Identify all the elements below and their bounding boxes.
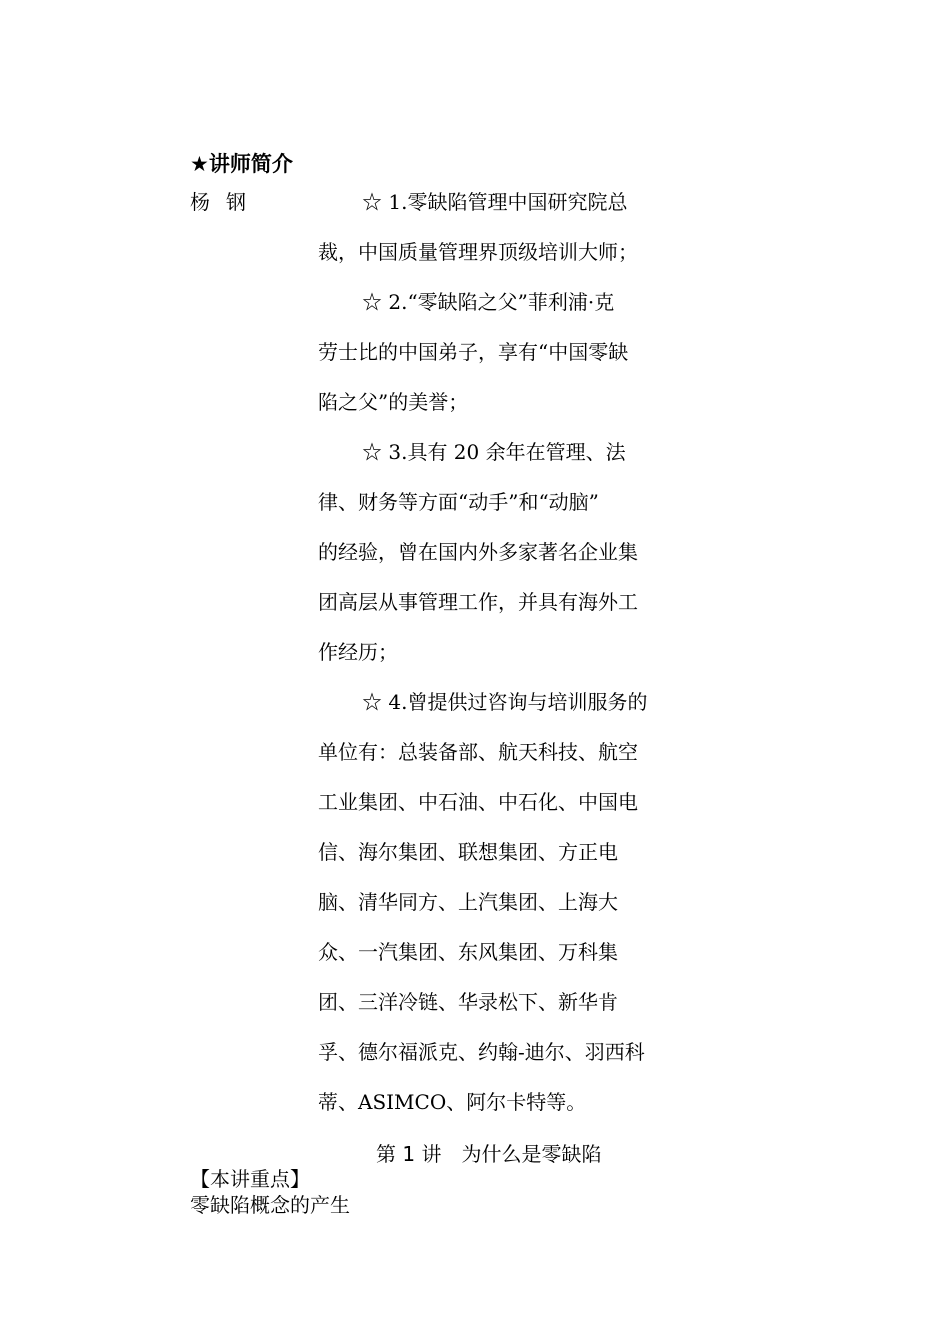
bio-line: 脑、清华同方、上汽集团、上海大: [318, 890, 618, 914]
bio-line: 团高层从事管理工作，并具有海外工: [318, 590, 638, 614]
bio-line: 蒂、ASIMCO、阿尔卡特等。: [318, 1090, 587, 1114]
bio-line: 信、海尔集团、联想集团、方正电: [318, 840, 618, 864]
bio-line: 的经验，曾在国内外多家著名企业集: [318, 540, 638, 564]
bio-line: 劳士比的中国弟子，享有“中国零缺: [318, 340, 629, 364]
bio-line: 单位有：总装备部、航天科技、航空: [318, 740, 638, 764]
bio-line: 裁，中国质量管理界顶级培训大师；: [318, 240, 638, 264]
bio-line: ☆ 4.曾提供过咨询与培训服务的: [362, 690, 648, 714]
lecture-title: 第 1 讲 为什么是零缺陷: [376, 1142, 602, 1166]
key-point-topic: 零缺陷概念的产生: [190, 1193, 350, 1217]
bio-line: ☆ 3.具有 20 余年在管理、法: [362, 440, 626, 464]
section-heading: ★讲师简介: [190, 152, 293, 176]
bio-line: 律、财务等方面“动手”和“动脑”: [318, 490, 599, 514]
bio-line: 孚、德尔福派克、约翰-迪尔、羽西科: [318, 1040, 645, 1064]
bio-line: ☆ 1.零缺陷管理中国研究院总: [362, 190, 628, 214]
bio-line: ☆ 2.“零缺陷之父”菲利浦·克: [362, 290, 615, 314]
bio-line: 团、三洋冷链、华录松下、新华肯: [318, 990, 618, 1014]
bio-line: 工业集团、中石油、中石化、中国电: [318, 790, 638, 814]
bio-line: 作经历；: [318, 640, 398, 664]
lecturer-name: 杨钢: [190, 190, 262, 214]
bio-line: 陷之父”的美誉；: [318, 390, 469, 414]
bio-line: 众、一汽集团、东风集团、万科集: [318, 940, 618, 964]
key-points-label: 【本讲重点】: [190, 1167, 310, 1191]
lecturer-bio: [318, 177, 698, 1127]
